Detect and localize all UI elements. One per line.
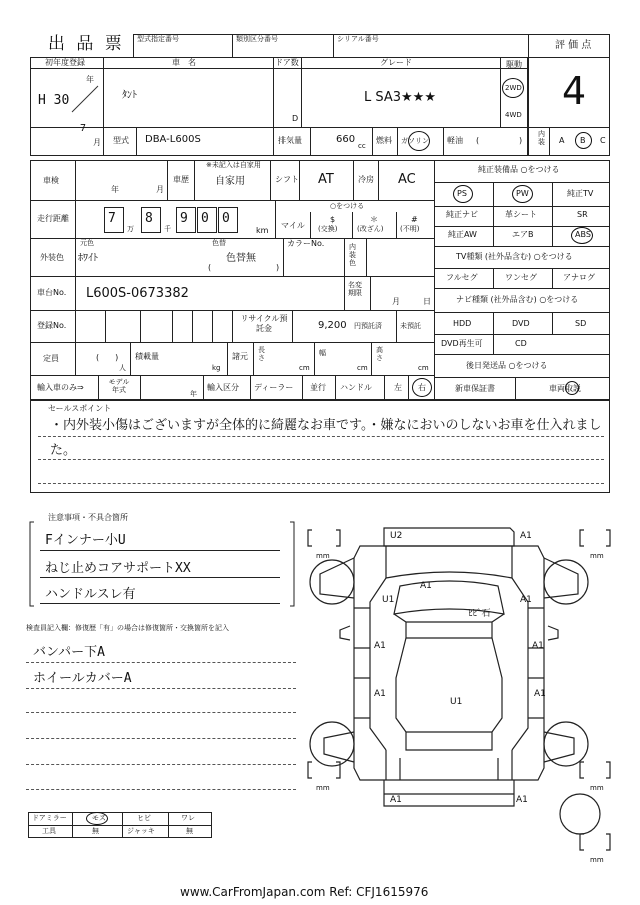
first-reg-year: H 30: [38, 93, 70, 108]
chassis-value: L600S-0673382: [86, 286, 189, 301]
drive-2wd: 2WD: [505, 84, 522, 92]
mark-front-bumper-right: A1: [520, 531, 532, 541]
dims-label: 諸元: [232, 352, 248, 361]
notes-label: 注意事項・不具合箇所: [48, 513, 128, 522]
mark-rear-bumper-right: A1: [516, 795, 528, 805]
mark-rear-bumper-left: A1: [390, 795, 402, 805]
displacement-value: 660: [336, 134, 356, 145]
note-item-3: ハンドルスレ有: [45, 587, 136, 602]
load-label: 積載量: [135, 352, 159, 361]
interior-grade-b: B: [580, 136, 586, 145]
glass-h2: モズ: [92, 814, 106, 822]
form-title: 出 品 票: [48, 34, 125, 54]
interior-grade-a: A: [559, 136, 565, 145]
displacement-label: 排気量: [278, 136, 302, 145]
mm-spare: mm: [590, 856, 604, 864]
later-warranty: 新車保証書: [455, 384, 495, 393]
mileage-digit-1: 7: [108, 211, 116, 226]
model-label: 型式: [113, 136, 129, 145]
oem-ps-circle: [453, 185, 473, 203]
ac-label: 冷房: [358, 175, 374, 184]
mark-front-door-right: A1: [532, 641, 544, 651]
mm-bl: mm: [316, 784, 330, 792]
title-period-label: 名変期限: [348, 281, 362, 298]
history-label: 車歴: [173, 175, 189, 184]
length-unit: cm: [299, 364, 310, 372]
recycle-label: リサイクル預託金: [240, 314, 288, 333]
model-value: DBA-L600S: [145, 134, 201, 145]
inspection-label: 車検: [43, 176, 59, 185]
navi-title: ナビ種類 (社外品含む) ○をつける: [456, 295, 579, 304]
mile-label: マイル: [281, 221, 305, 230]
inspector-label: 検査員記入欄：修復歴「有」の場合は修復箇所・交換箇所を記入: [26, 624, 229, 632]
glass-h1: ドアミラー: [32, 814, 67, 822]
oem-pw: PW: [516, 189, 529, 198]
mm-tl: mm: [316, 552, 330, 560]
recycle-unpaid: 未預託: [400, 322, 421, 330]
mileage-man: 万: [127, 225, 134, 233]
glass-r3: ジャッキ: [127, 827, 155, 835]
handle-right: 右: [418, 383, 426, 392]
later-title: 後日発送品 ○をつける: [466, 361, 548, 370]
sales-point-box: [30, 400, 610, 493]
navi-sd: SD: [575, 319, 587, 328]
navi-dvd: DVD: [512, 319, 530, 328]
oem-ps: PS: [457, 189, 467, 198]
car-damage-diagram: [300, 518, 620, 870]
inspection-month-unit: 月: [156, 185, 164, 194]
tv-analog: アナログ: [563, 273, 595, 282]
mileage-sen: 千: [164, 225, 171, 233]
hash-sub: (不明): [400, 225, 420, 233]
exterior-color-label: 外装色: [40, 253, 64, 262]
oem-abs-circle: [571, 227, 593, 244]
mark-rear-door-right: A1: [534, 689, 546, 699]
color-no-label: カラーNo.: [287, 239, 325, 248]
mileage-label: 走行距離: [37, 214, 69, 223]
mark-hood: A1: [420, 581, 432, 591]
mileage-digit-5: 0: [222, 211, 230, 226]
mark-front-bumper-left: U2: [390, 531, 403, 541]
mileage-digit-2: 8: [145, 211, 153, 226]
oem-title: 純正装備品 ○をつける: [478, 165, 560, 174]
star-sub: (改ざん): [357, 225, 384, 233]
tv-title: TV種類 (社外品含む) ○をつける: [456, 252, 573, 261]
grade-value: L SA3★★★: [364, 90, 436, 105]
inspection-year-unit: 年: [111, 185, 119, 194]
title-month-unit: 月: [392, 297, 400, 306]
history-note: ※未記入は自家用: [206, 161, 261, 169]
interior-grade-circle: [575, 132, 592, 149]
ac-value: AC: [398, 172, 416, 187]
title-day-unit: 日: [423, 297, 431, 306]
height-unit: cm: [418, 364, 429, 372]
first-reg-month: 7: [80, 123, 87, 134]
mm-tr: mm: [590, 552, 604, 560]
mark-front-door-left: A1: [374, 641, 386, 651]
length-label: 長さ: [258, 346, 265, 363]
later-manual: 車両取説: [549, 384, 581, 393]
oem-pw-circle: [512, 185, 533, 203]
glass-circle: [86, 812, 108, 825]
doors-suffix: D: [292, 114, 299, 123]
note-item-1: Fインナー小U: [45, 533, 126, 548]
doors-label: ドア数: [275, 58, 299, 67]
navi-dvd-play: DVD再生可: [441, 339, 483, 348]
model-year-label: モデル年式: [108, 378, 130, 395]
oem-tv: 純正TV: [567, 189, 594, 198]
width-unit: cm: [357, 364, 368, 372]
import-class-label: 輸入区分: [207, 383, 239, 392]
interior-color-label: 内装色: [349, 243, 356, 268]
tv-fullseg: フルセグ: [446, 273, 478, 282]
sales-point-line1: ・内外装小傷はございますが全体的に綺麗なお車です。・嫌なにおいのしないお車を仕入れまし: [50, 418, 602, 433]
history-value: 自家用: [215, 176, 245, 187]
km-unit: km: [256, 226, 269, 235]
inspector-item-1: バンパー下A: [33, 645, 105, 660]
navi-cd: CD: [515, 339, 527, 348]
serial-label: シリアル番号: [337, 35, 379, 43]
repaint-value: 色替無: [226, 253, 256, 264]
oem-aw: 純正AW: [448, 230, 477, 239]
original-color-label: 元色: [80, 239, 94, 247]
dealer-label: ディーラー: [254, 383, 294, 392]
drive-label: 駆動: [506, 60, 522, 69]
mileage-digit-4: 0: [201, 211, 209, 226]
later-manual-mark: [565, 381, 579, 395]
interior-label: 内装: [538, 130, 545, 146]
tv-oneseg: ワンセグ: [505, 273, 537, 282]
mileage-circle-note: ○をつける: [330, 202, 365, 210]
oem-navi: 純正ナビ: [446, 210, 478, 219]
cc-unit: cc: [358, 142, 366, 150]
year-unit: 年: [86, 75, 94, 84]
score-label: 評 価 点: [555, 40, 592, 51]
first-reg-label: 初年度登録: [45, 58, 85, 67]
recycle-unit: 円預託済: [354, 322, 382, 330]
car-name-label: 車 名: [172, 58, 196, 67]
footer-ref: www.CarFromJapan.com Ref: CFJ1615976: [180, 885, 429, 899]
fuel-label: 燃料: [376, 136, 392, 145]
dollar-label: $: [330, 215, 336, 224]
reg-no-label: 登録No.: [37, 321, 67, 330]
width-label: 幅: [319, 349, 326, 357]
sales-point-line2: た。: [50, 443, 77, 458]
dollar-sub: (交換): [318, 225, 338, 233]
oem-sr: SR: [577, 210, 588, 219]
mark-front-fender-left: U1: [382, 595, 395, 605]
grade-label: グレード: [380, 58, 412, 67]
car-name: ﾀﾝﾄ: [122, 90, 137, 101]
import-label: 輸入車のみ⇒: [37, 383, 84, 392]
recycle-value: 9,200: [318, 320, 347, 331]
mark-roof: U1: [450, 697, 463, 707]
model-cert-label: 型式指定番号: [137, 35, 179, 43]
capacity-unit: 人: [119, 364, 126, 372]
original-color: ﾎﾜｲﾄ: [78, 253, 98, 264]
mark-rear-door-left: A1: [374, 689, 386, 699]
inspector-item-2: ホイールカバーA: [33, 671, 132, 686]
height-label: 高さ: [376, 346, 383, 363]
mileage-digit-3: 9: [180, 211, 188, 226]
glass-r1: 工具: [42, 827, 56, 835]
fuel-gasoline: ガソリン: [401, 137, 429, 145]
handle-left: 左: [394, 383, 402, 392]
glass-r2: 無: [92, 827, 99, 835]
oem-abs: ABS: [575, 230, 591, 239]
handle-label: ハンドル: [340, 383, 372, 392]
star-label: ＊: [370, 215, 378, 224]
score-value: 4: [562, 69, 587, 113]
month-unit: 月: [93, 138, 101, 147]
glass-h4: ワレ: [181, 814, 195, 822]
handle-right-circle: [412, 378, 432, 397]
sales-point-label: セールスポイント: [48, 404, 112, 413]
chassis-label: 車台No.: [37, 288, 67, 297]
parallel-label: 並行: [310, 383, 326, 392]
fuel-circle: [408, 131, 430, 151]
mark-windshield: ﾋﾋﾞ石: [468, 609, 491, 619]
light-oil-label: 軽油: [447, 136, 463, 145]
glass-r4: 無: [186, 827, 193, 835]
oem-airbag: エアB: [512, 230, 534, 239]
note-item-2: ねじ止めコアサポートXX: [45, 561, 191, 576]
model-year-unit: 年: [190, 390, 197, 398]
load-unit: kg: [212, 364, 221, 372]
shift-label: シフト: [275, 175, 299, 184]
hash-label: #: [411, 215, 418, 224]
repaint-label: 色替: [212, 239, 226, 247]
interior-grade-c: C: [600, 136, 606, 145]
oem-leather: 革シート: [505, 210, 537, 219]
drive-4wd: 4WD: [505, 111, 522, 119]
navi-hdd: HDD: [453, 319, 472, 328]
glass-h3: ヒビ: [137, 814, 151, 822]
shift-value: AT: [318, 172, 334, 187]
capacity-label: 定員: [43, 354, 59, 363]
class-label: 類別区分番号: [236, 35, 278, 43]
mark-front-fender-right: A1: [520, 595, 532, 605]
drive-circle: [502, 78, 524, 98]
mm-br: mm: [590, 784, 604, 792]
